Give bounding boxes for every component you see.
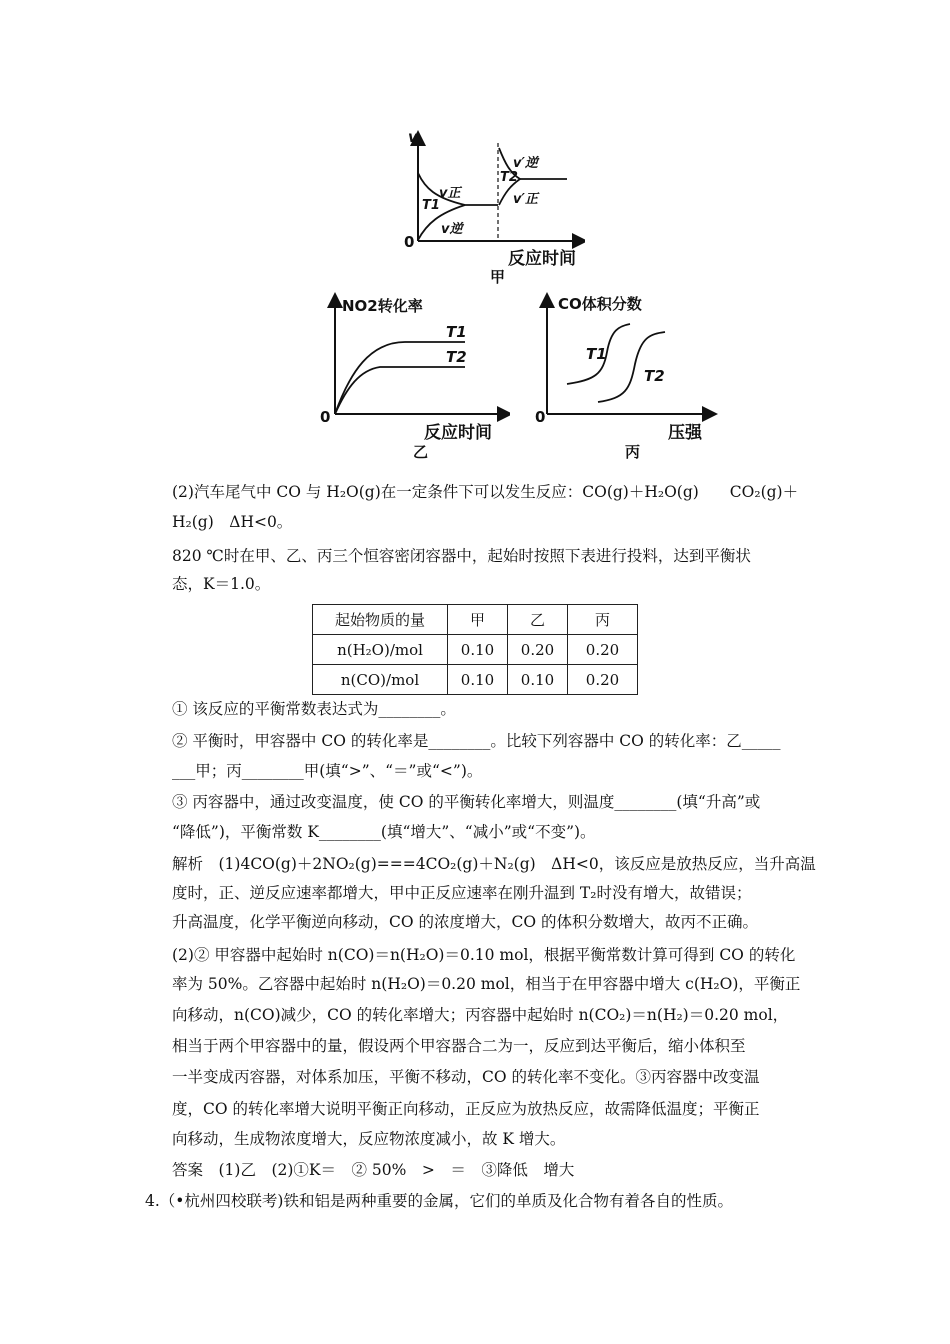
subq-3a: ③ 丙容器中，通过改变温度，使 CO 的平衡转化率增大，则温度________(填“升高”或 bbox=[172, 793, 761, 811]
jia-y-label: v bbox=[408, 128, 418, 146]
bing-x-label: 压强 bbox=[668, 423, 702, 443]
jia-x-label: 反应时间 bbox=[508, 249, 576, 269]
jia-v-prime-zheng: v′正 bbox=[513, 192, 538, 207]
analysis-line: 度时，正、逆反应速率都增大，甲中正反应速率在刚升温到 T₂时没有增大，故错误； bbox=[172, 884, 752, 902]
table-header-cell: 丙 bbox=[568, 605, 638, 635]
question-4: 4.（•杭州四校联考)铁和铝是两种重要的金属，它们的单质及化合物有着各自的性质。 bbox=[145, 1192, 733, 1210]
table-cell: 0.10 bbox=[448, 665, 508, 695]
yi-T2: T2 bbox=[446, 348, 467, 366]
analysis-line: 向移动，生成物浓度增大，反应物浓度减小，故 K 增大。 bbox=[172, 1130, 566, 1148]
table-header-cell: 起始物质的量 bbox=[313, 605, 448, 635]
table-cell: 0.10 bbox=[508, 665, 568, 695]
yi-T1: T1 bbox=[446, 323, 467, 341]
analysis-line: 相当于两个甲容器中的量，假设两个甲容器合二为一，反应到达平衡后，缩小体积至 bbox=[172, 1037, 746, 1055]
analysis-line: 一半变成丙容器，对体系加压，平衡不移动，CO 的转化率不变化。③丙容器中改变温 bbox=[172, 1068, 760, 1086]
jia-v-ni: v逆 bbox=[441, 222, 463, 237]
q2-line-1: (2)汽车尾气中 CO 与 H₂O(g)在一定条件下可以发生反应：CO(g)＋H₂O(g) CO₂(g)＋ bbox=[172, 483, 799, 501]
jia-v-prime-ni: v′逆 bbox=[513, 156, 538, 171]
jia-T2: T2 bbox=[500, 170, 518, 185]
table-row bbox=[313, 635, 638, 665]
subq-2a: ② 平衡时，甲容器中 CO 的转化率是________。比较下列容器中 CO 的转化率：乙_____ bbox=[172, 732, 781, 750]
yi-x-label: 反应时间 bbox=[424, 423, 492, 443]
data-table bbox=[312, 604, 638, 695]
table-header-row bbox=[313, 605, 638, 635]
bing-T2: T2 bbox=[644, 367, 665, 385]
table-cell: n(H₂O)/mol bbox=[313, 635, 448, 665]
analysis-line: 解析 (1)4CO(g)＋2NO₂(g)===4CO₂(g)＋N₂(g) ΔH<0，该反应是放热反应，当升高温 bbox=[172, 855, 816, 873]
subq-1: ① 该反应的平衡常数表达式为________。 bbox=[172, 700, 456, 718]
answer-line: 答案 (1)乙 (2)①K＝ ② 50% > ＝ ③降低 增大 bbox=[172, 1161, 575, 1179]
q2-line-3: 820 ℃时在甲、乙、丙三个恒容密闭容器中，起始时按照下表进行投料，达到平衡状 bbox=[172, 547, 751, 565]
analysis-line: 向移动，n(CO)减少，CO 的转化率增大；丙容器中起始时 n(CO₂)＝n(H₂)＝0.20 mol， bbox=[172, 1006, 789, 1024]
bing-T1: T1 bbox=[586, 345, 607, 363]
bing-y-label: CO体积分数 bbox=[558, 295, 642, 313]
table-cell: 0.20 bbox=[508, 635, 568, 665]
analysis-line: (2)② 甲容器中起始时 n(CO)＝n(H₂O)＝0.10 mol，根据平衡常数计算可得到 CO 的转化 bbox=[172, 946, 796, 964]
analysis-line: 度，CO 的转化率增大说明平衡正向移动，正反应为放热反应，故需降低温度；平衡正 bbox=[172, 1100, 760, 1118]
bing-caption: 丙 bbox=[625, 443, 641, 461]
yi-y-label: NO2转化率 bbox=[342, 297, 423, 315]
table-cell: 0.20 bbox=[568, 665, 638, 695]
table-cell: 0.20 bbox=[568, 635, 638, 665]
bing-origin: 0 bbox=[535, 408, 546, 426]
figure-jia-plot bbox=[395, 128, 585, 258]
jia-v-zheng: v正 bbox=[439, 186, 461, 201]
jia-origin: 0 bbox=[404, 233, 415, 251]
jia-caption: 甲 bbox=[490, 268, 506, 286]
table-header-cell: 乙 bbox=[508, 605, 568, 635]
jia-T1: T1 bbox=[422, 198, 440, 213]
analysis-line: 升高温度，化学平衡逆向移动，CO 的浓度增大，CO 的体积分数增大，故丙不正确。 bbox=[172, 913, 758, 931]
subq-3b: “降低”)，平衡常数 K________(填“增大”、“减小”或“不变”)。 bbox=[172, 823, 596, 841]
q2-line-2: H₂(g) ΔH<0。 bbox=[172, 513, 293, 531]
yi-origin: 0 bbox=[320, 408, 331, 426]
q2-line-4: 态，K＝1.0。 bbox=[172, 575, 271, 593]
table-cell: 0.10 bbox=[448, 635, 508, 665]
table-cell: n(CO)/mol bbox=[313, 665, 448, 695]
analysis-line: 率为 50%。乙容器中起始时 n(H₂O)＝0.20 mol，相当于在甲容器中增大 c(H₂O)，平衡正 bbox=[172, 975, 801, 993]
subq-2b: ___甲；丙________甲(填“>”、“＝”或“<”)。 bbox=[172, 762, 483, 780]
table-header-cell: 甲 bbox=[448, 605, 508, 635]
table-row bbox=[313, 665, 638, 695]
yi-caption: 乙 bbox=[413, 443, 429, 461]
